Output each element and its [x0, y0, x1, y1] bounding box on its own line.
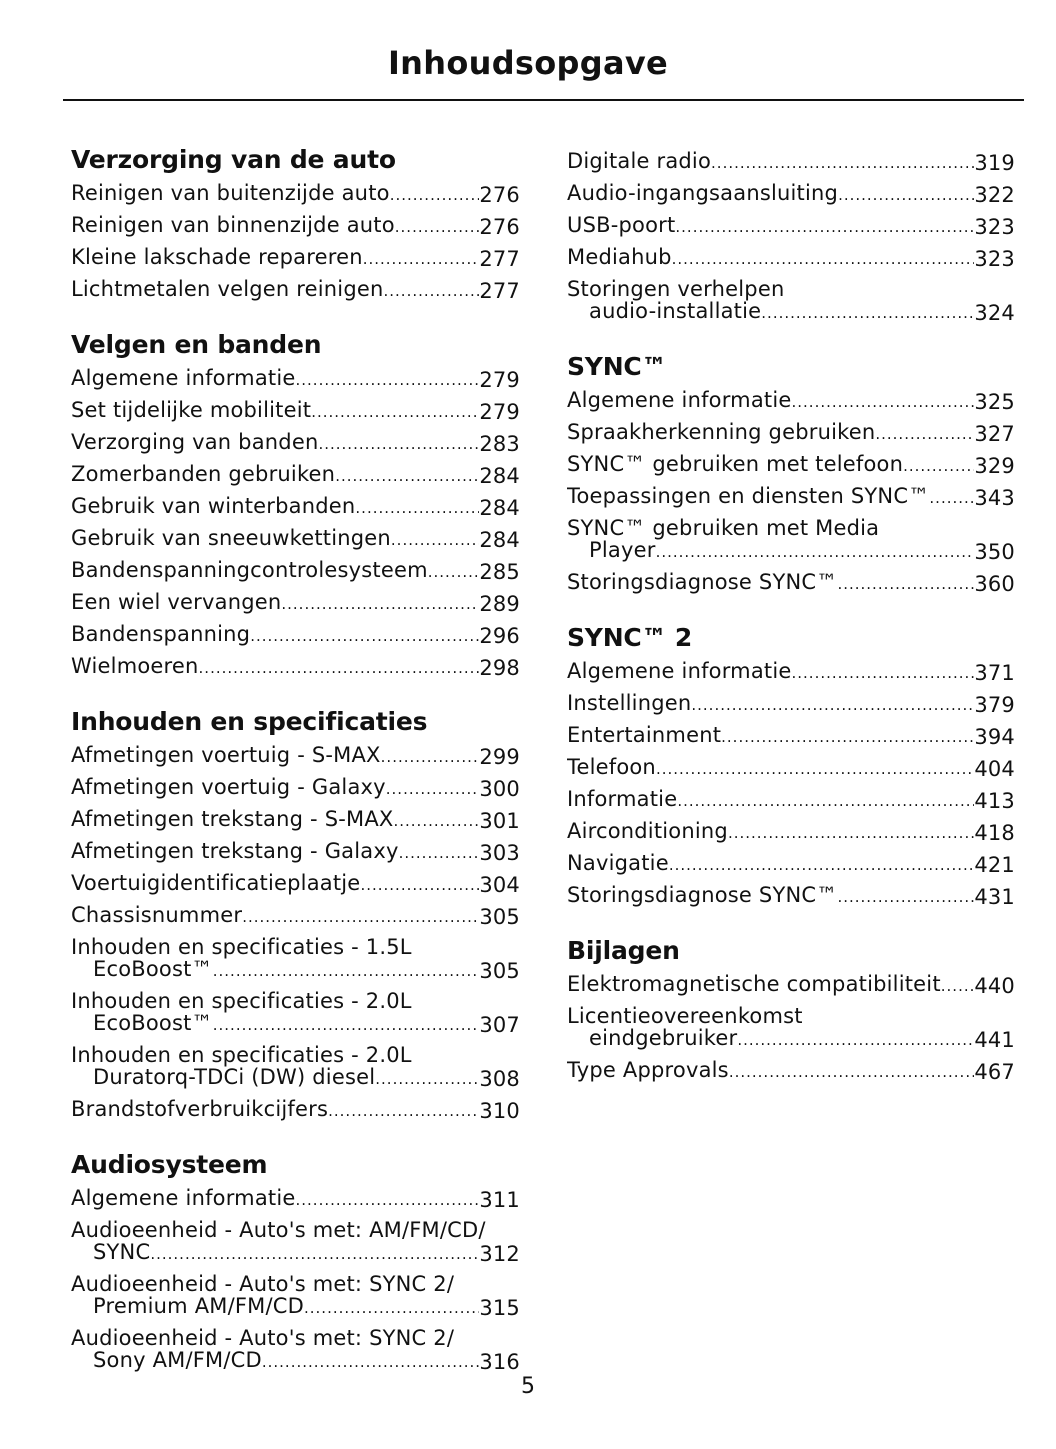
entry-page-number: 284	[479, 464, 520, 488]
toc-entry[interactable]	[71, 1094, 520, 1126]
toc-entry[interactable]	[71, 459, 520, 491]
toc-entry[interactable]	[71, 1215, 520, 1269]
toc-section	[71, 143, 520, 306]
entry-title-line1: Audioeenheid - Auto's met: SYNC 2/	[71, 1326, 455, 1350]
entry-page-number: 276	[479, 215, 520, 239]
entry-page-number: 323	[974, 215, 1015, 239]
entry-title: Sony AM/FM/CD .....	[93, 1349, 479, 1373]
entry-title-line1: Inhouden en specificaties - 2.0L	[71, 989, 412, 1013]
toc-section	[71, 328, 520, 683]
entry-title: Instellingen .....	[567, 692, 974, 716]
entry-page-number: 311	[479, 1188, 520, 1212]
toc-entry[interactable]	[567, 720, 1015, 752]
toc-entry[interactable]	[567, 848, 1015, 880]
toc-entry[interactable]	[567, 481, 1015, 513]
entry-title: Afmetingen trekstang - S-MAX .....	[71, 808, 479, 832]
section-title: SYNC™	[567, 352, 667, 381]
entry-title: Premium AM/FM/CD .....	[93, 1295, 479, 1319]
entry-title: Lichtmetalen velgen reinigen .....	[71, 278, 479, 302]
entry-page-number: 284	[479, 496, 520, 520]
toc-entry[interactable]	[567, 688, 1015, 720]
entry-title: audio-installatie .....	[589, 300, 974, 324]
entry-title: Toepassingen en diensten SYNC™ .....	[567, 485, 974, 509]
entry-page-number: 310	[479, 1099, 520, 1123]
toc-entry[interactable]	[567, 274, 1015, 328]
entry-page-number: 277	[479, 279, 520, 303]
toc-entry[interactable]	[71, 619, 520, 651]
entry-page-number: 325	[974, 390, 1015, 414]
entry-page-number: 289	[479, 592, 520, 616]
entry-page-number: 303	[479, 841, 520, 865]
entry-title-line1: Storingen verhelpen	[567, 277, 785, 301]
entry-title: Algemene informatie .....	[567, 660, 974, 684]
entry-page-number: 322	[974, 183, 1015, 207]
toc-entry[interactable]	[71, 363, 520, 395]
entry-page-number: 298	[479, 656, 520, 680]
entry-title: SYNC .....	[93, 1241, 479, 1265]
entry-page-number: 300	[479, 777, 520, 801]
entry-page-number: 371	[974, 661, 1015, 685]
entry-page-number: 418	[974, 821, 1015, 845]
entry-title: Verzorging van banden .....	[71, 431, 479, 455]
toc-entry[interactable]	[71, 1183, 520, 1215]
entry-title: Gebruik van sneeuwkettingen .....	[71, 527, 479, 551]
entry-page-number: 304	[479, 873, 520, 897]
toc-entry[interactable]	[71, 651, 520, 683]
entry-title: Zomerbanden gebruiken .....	[71, 463, 479, 487]
entry-page-number: 308	[479, 1067, 520, 1091]
toc-entry[interactable]	[567, 242, 1015, 274]
entry-title: Spraakherkenning gebruiken .....	[567, 421, 974, 445]
entry-title: SYNC™ gebruiken met telefoon .....	[567, 453, 974, 477]
toc-entry[interactable]	[71, 986, 520, 1040]
entry-page-number: 284	[479, 528, 520, 552]
entry-page-number: 343	[974, 486, 1015, 510]
entry-title: Storingsdiagnose SYNC™ .....	[567, 884, 974, 908]
toc-entry[interactable]	[71, 274, 520, 306]
toc-entry[interactable]	[71, 1269, 520, 1323]
entry-page-number: 421	[974, 853, 1015, 877]
entry-page-number: 350	[974, 540, 1015, 564]
entry-title: Bandenspanning .....	[71, 623, 479, 647]
entry-title: Algemene informatie .....	[71, 367, 479, 391]
entry-title: Digitale radio .....	[567, 150, 974, 174]
toc-entry[interactable]	[567, 784, 1015, 816]
entry-title: EcoBoost™ .....	[93, 958, 479, 982]
entry-page-number: 441	[974, 1028, 1015, 1052]
entry-title: eindgebruiker .....	[589, 1027, 974, 1051]
entry-title: Player .....	[589, 539, 974, 563]
title-divider	[63, 99, 1024, 101]
toc-entry[interactable]	[567, 567, 1015, 599]
toc-entry[interactable]	[71, 1040, 520, 1094]
toc-entry[interactable]	[71, 804, 520, 836]
entry-page-number: 283	[479, 432, 520, 456]
entry-title-line1: Licentieovereenkomst	[567, 1004, 803, 1028]
toc-entry[interactable]	[567, 816, 1015, 848]
entry-page-number: 312	[479, 1242, 520, 1266]
toc-entry[interactable]	[567, 1055, 1015, 1087]
entry-page-number: 467	[974, 1060, 1015, 1084]
toc-entry[interactable]	[71, 772, 520, 804]
entry-page-number: 431	[974, 885, 1015, 909]
entry-title: Elektromagnetische compatibiliteit .....	[567, 973, 974, 997]
entry-title: Duratorq-TDCi (DW) diesel .....	[93, 1066, 479, 1090]
page-title: Inhoudsopgave	[387, 44, 669, 82]
entry-page-number: 299	[479, 745, 520, 769]
toc-entry[interactable]	[71, 900, 520, 932]
toc-entry[interactable]	[71, 587, 520, 619]
toc-entry[interactable]	[567, 417, 1015, 449]
toc-entry[interactable]	[71, 555, 520, 587]
toc-entry[interactable]	[71, 836, 520, 868]
entry-title-line1: Inhouden en specificaties - 1.5L	[71, 935, 412, 959]
toc-entry[interactable]	[71, 427, 520, 459]
toc-entry[interactable]	[567, 449, 1015, 481]
entry-page-number: 316	[479, 1350, 520, 1374]
entry-page-number: 296	[479, 624, 520, 648]
toc-entry[interactable]	[567, 513, 1015, 567]
entry-title: Telefoon .....	[567, 756, 974, 780]
toc-entry[interactable]	[567, 656, 1015, 688]
entry-title: Algemene informatie .....	[71, 1187, 479, 1211]
entry-title: Algemene informatie .....	[567, 389, 974, 413]
entry-title: Set tijdelijke mobiliteit .....	[71, 399, 479, 423]
section-title: Bijlagen	[567, 936, 680, 965]
toc-entry[interactable]	[71, 740, 520, 772]
right-column	[567, 146, 1015, 1109]
toc-entry[interactable]	[567, 146, 1015, 178]
entry-title: Storingsdiagnose SYNC™ .....	[567, 571, 974, 595]
toc-section	[71, 705, 520, 1126]
page-number: 5	[521, 1374, 535, 1399]
section-title: Velgen en banden	[71, 330, 322, 359]
entry-title: Navigatie .....	[567, 852, 974, 876]
entry-title: Brandstofverbruikcijfers .....	[71, 1098, 479, 1122]
entry-title: Afmetingen voertuig - S-MAX .....	[71, 744, 479, 768]
toc-entry[interactable]	[71, 932, 520, 986]
entry-title: Audio-ingangsaansluiting .....	[567, 182, 974, 206]
toc-entry[interactable]	[567, 178, 1015, 210]
entry-page-number: 301	[479, 809, 520, 833]
entry-title-line1: Audioeenheid - Auto's met: AM/FM/CD/	[71, 1218, 486, 1242]
entry-page-number: 379	[974, 693, 1015, 717]
entry-page-number: 279	[479, 368, 520, 392]
entry-page-number: 323	[974, 247, 1015, 271]
toc-entry[interactable]	[71, 178, 520, 210]
toc-section	[71, 1148, 520, 1377]
entry-title: Afmetingen trekstang - Galaxy .....	[71, 840, 479, 864]
entry-title: USB-poort .....	[567, 214, 974, 238]
left-column	[71, 143, 520, 1399]
toc-entry[interactable]	[71, 523, 520, 555]
entry-title: Bandenspanningcontrolesysteem .....	[71, 559, 479, 583]
entry-page-number: 305	[479, 905, 520, 929]
entry-page-number: 394	[974, 725, 1015, 749]
entry-title: Afmetingen voertuig - Galaxy .....	[71, 776, 479, 800]
entry-title: Chassisnummer .....	[71, 904, 479, 928]
toc-entry[interactable]	[71, 210, 520, 242]
entry-title: Type Approvals .....	[567, 1059, 974, 1083]
toc-entry[interactable]	[71, 1323, 520, 1377]
entry-page-number: 276	[479, 183, 520, 207]
toc-entry[interactable]	[567, 385, 1015, 417]
entry-title: Informatie .....	[567, 788, 974, 812]
section-title: SYNC™ 2	[567, 623, 693, 652]
entry-title: Wielmoeren .....	[71, 655, 479, 679]
toc-section	[567, 350, 1015, 599]
entry-page-number: 277	[479, 247, 520, 271]
toc-entry[interactable]	[71, 868, 520, 900]
entry-page-number: 327	[974, 422, 1015, 446]
entry-page-number: 360	[974, 572, 1015, 596]
toc-section	[567, 621, 1015, 912]
entry-title: Voertuigidentificatieplaatje .....	[71, 872, 479, 896]
entry-title-line1: Inhouden en specificaties - 2.0L	[71, 1043, 412, 1067]
toc-section	[567, 146, 1015, 328]
entry-title: Reinigen van buitenzijde auto .....	[71, 182, 479, 206]
entry-page-number: 305	[479, 959, 520, 983]
entry-page-number: 285	[479, 560, 520, 584]
entry-title: Gebruik van winterbanden .....	[71, 495, 479, 519]
toc-section	[567, 934, 1015, 1087]
entry-title: Reinigen van binnenzijde auto .....	[71, 214, 479, 238]
toc-entry[interactable]	[567, 969, 1015, 1001]
toc-entry[interactable]	[567, 1001, 1015, 1055]
entry-title: Kleine lakschade repareren .....	[71, 246, 479, 270]
entry-page-number: 404	[974, 757, 1015, 781]
entry-title: EcoBoost™ .....	[93, 1012, 479, 1036]
entry-title-line1: SYNC™ gebruiken met Media	[567, 516, 880, 540]
entry-page-number: 413	[974, 789, 1015, 813]
toc-entry[interactable]	[567, 880, 1015, 912]
section-title: Verzorging van de auto	[71, 145, 396, 174]
toc-entry[interactable]	[71, 395, 520, 427]
entry-title-line1: Audioeenheid - Auto's met: SYNC 2/	[71, 1272, 455, 1296]
section-title: Inhouden en specificaties	[71, 707, 428, 736]
toc-entry[interactable]	[71, 491, 520, 523]
entry-title: Entertainment .....	[567, 724, 974, 748]
entry-page-number: 279	[479, 400, 520, 424]
entry-title: Een wiel vervangen .....	[71, 591, 479, 615]
entry-page-number: 324	[974, 301, 1015, 325]
entry-page-number: 319	[974, 151, 1015, 175]
entry-title: Mediahub .....	[567, 246, 974, 270]
entry-page-number: 440	[974, 974, 1015, 998]
entry-title: Airconditioning .....	[567, 820, 974, 844]
entry-page-number: 315	[479, 1296, 520, 1320]
toc-entry[interactable]	[71, 242, 520, 274]
toc-entry[interactable]	[567, 210, 1015, 242]
section-title: Audiosysteem	[71, 1150, 268, 1179]
entry-page-number: 329	[974, 454, 1015, 478]
entry-page-number: 307	[479, 1013, 520, 1037]
toc-entry[interactable]	[567, 752, 1015, 784]
